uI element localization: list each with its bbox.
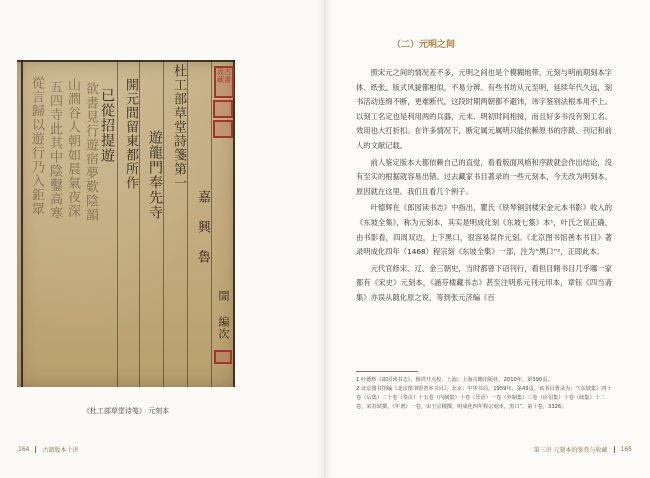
ancient-book-photo: 從言歸以遊行乃入鉅眾 五四寺此其中陰鑿高寒 山澗谷人朝如晨氣夜深 欲書見行遊宿夢歎陰韻 已從招提遊 開元間留東都所作 遊龍門奉先寺 杜工部草堂詩箋第一 嘉 興 魯 誾 編次 汲古 藏書 — [17, 60, 235, 387]
paragraph: 前人鉴定版本大都依赖自己的直觉，看看版面风格和序跋就会作出结论，没有至实的根据就容易出错。过去藏家书目著录的一些元刻本，今天改为明刻本，原因就在这里。我们且看几个例子。 — [356, 157, 612, 196]
footnote: 1 叶德辉《郎园读书志》，杨洪升点校，上海：上海古籍出版社，2010年，第390页。 — [356, 377, 553, 383]
red-seal — [213, 100, 233, 118]
left-page-number: 164 — [18, 446, 30, 453]
body-text — [356, 66, 612, 306]
right-page-number: 165 — [620, 446, 632, 453]
footer-divider — [35, 446, 36, 453]
section-title: （二）元明之间 — [392, 40, 456, 50]
paragraph: 元代官修宋、辽、金三朝史，当时都曾下诏刊行，看但目睹书目几乎哪一家都有《宋史》元刻本，《涵芬楼藏书志》甚至注明系元刊元印本，章钰《四当斋集》亦误从随化原之说，等到张元济编《百 — [356, 263, 612, 302]
footnotes — [356, 376, 614, 412]
paragraph: 照宋元之间的情况差不多，元明之间也是个模糊地带。元刻与明前期刻本字体、纸张、版式风貌都相似，不易分辨。有些书坊从元至明，延续年代久远，刻书活动连绵不断，更难断代，这段时期两朝都不避讳，讳字鉴别法根本用不上。以刻工名定也是利用两的兵器，元末、明初时间相接，而且好多书没有刻工名。效用也大打折扣。在许多情况下，断定属元属明只能依赖原书的序跋、刊记和前人的文献记载。 — [356, 68, 612, 150]
photo-caption: 《杜工部草堂诗笺》 元刻本 — [82, 407, 170, 415]
photo-column: 已從招提遊 — [99, 88, 115, 163]
photo-column: 誾 編次 — [217, 290, 230, 340]
red-seal — [214, 350, 232, 364]
photo-column: 嘉 興 魯 — [195, 190, 210, 264]
footer-divider — [614, 446, 615, 453]
red-seal — [213, 120, 233, 138]
photo-column: 杜工部草堂詩箋第一 — [171, 64, 186, 190]
red-seal: 汲古 藏書 — [214, 66, 234, 98]
right-running-head: 第三讲 元刻本的鉴赏与收藏 — [533, 447, 608, 454]
photo-column: 開元間留東都所作 — [123, 78, 138, 190]
photo-column: 遊龍門奉先寺 — [147, 130, 163, 220]
left-footer — [18, 445, 78, 454]
paragraph: 叶德辉在《郎园读书志》中指出，瞿氏《铁琴铜剑楼宋金元本书影》收入的《东坡全集》，称为元刻本，其实是明成化刻《东坡七集》本¹，叶氏之说正确，由书影看，四周双边，上下黑口，很容易误作元刻。《北京图书馆善本书目》著录明成化四年（1468）程宗刻《东坡全集》一部，注为“黑口”²，正即此本。 — [356, 203, 612, 257]
left-running-head: 古籍版本十讲 — [42, 447, 79, 454]
right-footer — [534, 445, 632, 454]
footnote: 2 北京图书馆编《北京图书馆善本书目》，北京：中华书局，1959年，第43页。该书目著录为：“《东坡集》四十卷（后集）二十卷（奏议）十五卷（内制集）十卷（乐语）一卷（外制集）三卷（应诏集）十卷（续集）十二卷，宋苏轼撰，《年谱》一卷，宋王宗稷撰，明成化四年程宗刻本，黑口”。第十卷，3326。 — [356, 386, 612, 410]
book-gutter — [318, 0, 332, 478]
footnote-divider — [356, 371, 418, 372]
